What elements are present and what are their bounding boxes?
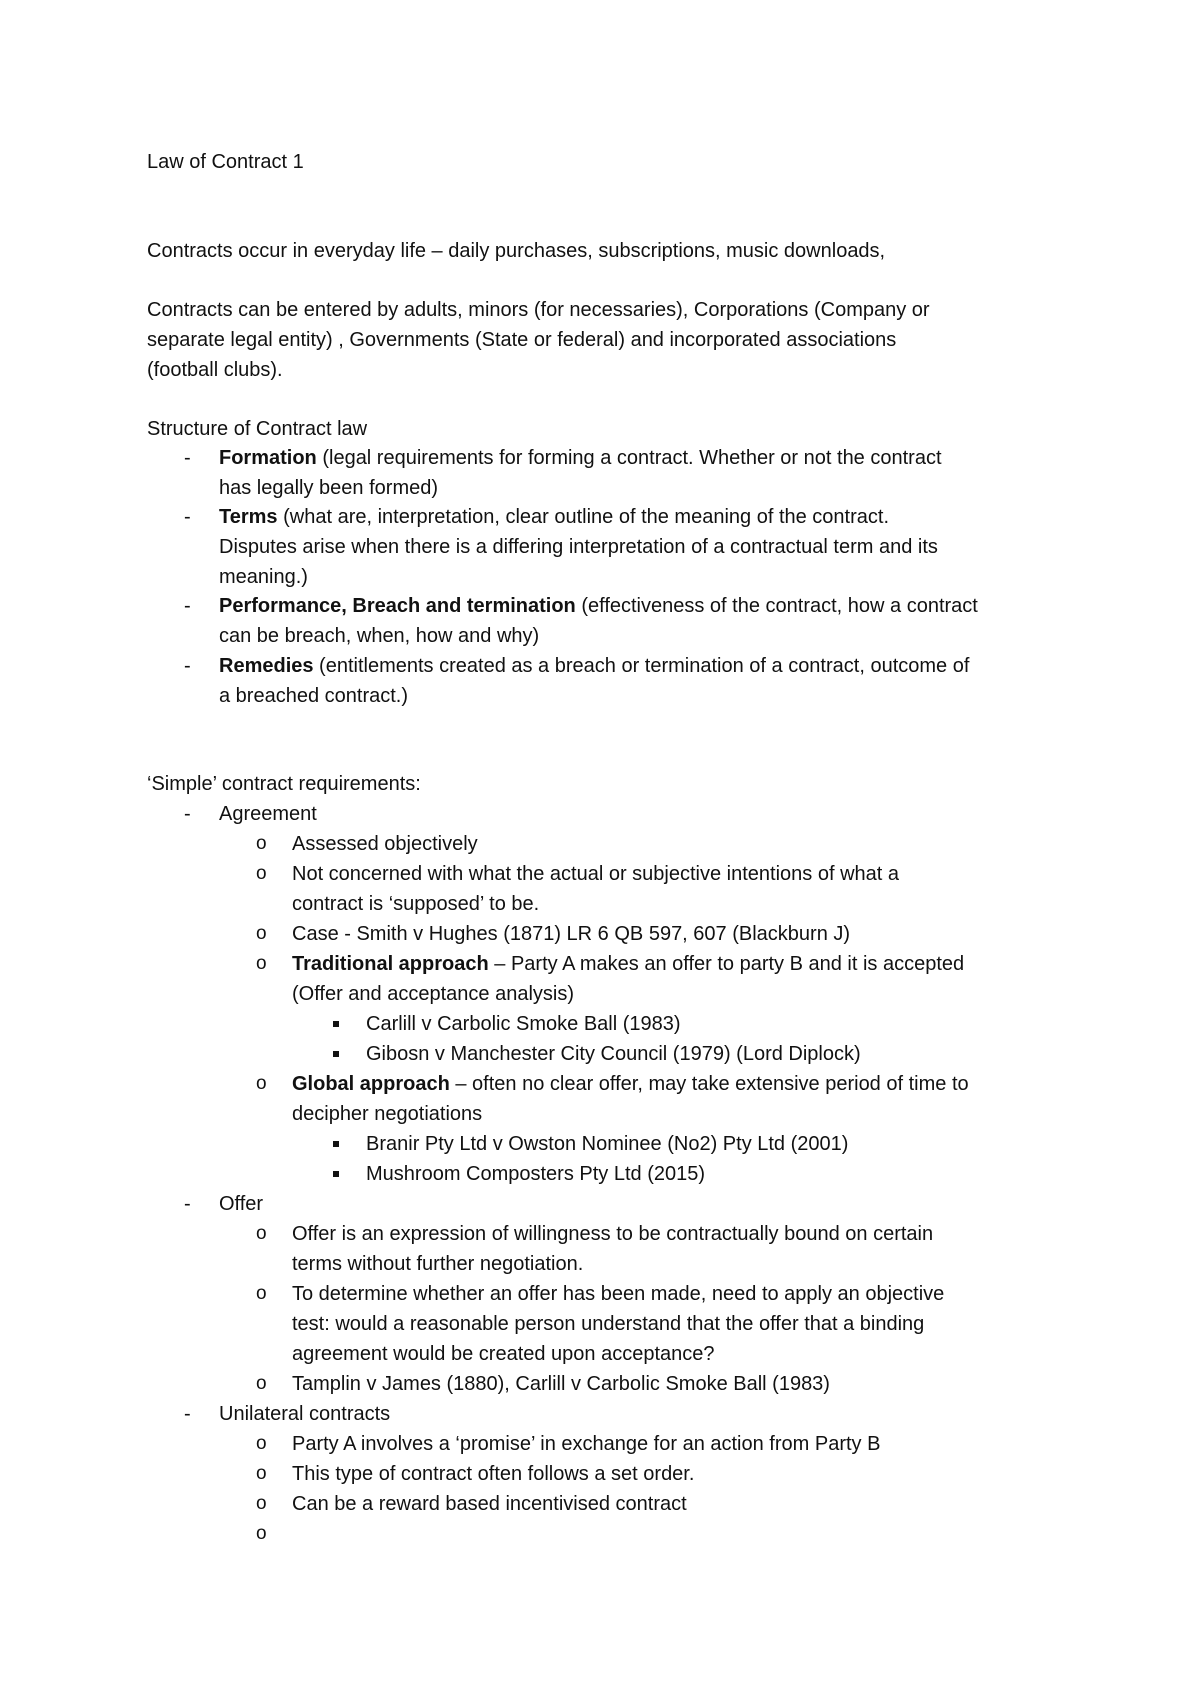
case-item: Branir Pty Ltd v Owston Nominee (No2) Pty Ltd (2001) — [366, 1133, 849, 1155]
intro-paragraph-2-line-1: Contracts can be entered by adults, minors (for necessaries), Corporations (Company or — [147, 299, 930, 321]
agreement-label: Agreement — [219, 803, 317, 825]
structure-item-remedies-cont: a breached contract.) — [219, 685, 408, 707]
square-bullet — [333, 1171, 339, 1177]
agreement-point: Not concerned with what the actual or subjective intentions of what a — [292, 863, 900, 885]
agreement-global — [292, 1070, 969, 1098]
item-text: (what are, interpretation, clear outline of the meaning of the contract. — [277, 506, 890, 528]
circle-bullet: o — [256, 1433, 267, 1454]
dash-bullet: - — [184, 595, 191, 617]
unilateral-label: Unilateral contracts — [219, 1403, 391, 1425]
unilateral-point: Party A involves a ‘promise’ in exchange for an action from Party B — [292, 1433, 881, 1455]
circle-bullet: o — [256, 923, 267, 944]
case-item: Carlill v Carbolic Smoke Ball (1983) — [366, 1013, 681, 1035]
structure-heading: Structure of Contract law — [147, 418, 368, 440]
offer-label: Offer — [219, 1193, 264, 1215]
item-text: (legal requirements for forming a contract. Whether or not the contract — [316, 447, 942, 469]
structure-item-terms-cont: Disputes arise when there is a differing interpretation of a contractual term and its — [219, 536, 938, 558]
offer-point: To determine whether an offer has been made, need to apply an objective — [292, 1283, 945, 1305]
agreement-point: Assessed objectively — [292, 833, 478, 855]
offer-point-cont: terms without further negotiation. — [292, 1253, 584, 1275]
case-item: Gibosn v Manchester City Council (1979) (Lord Diplock) — [366, 1043, 861, 1065]
circle-bullet: o — [256, 953, 267, 974]
circle-bullet: o — [256, 1463, 267, 1484]
offer-point-cont: test: would a reasonable person understand that the offer that a binding — [292, 1313, 925, 1335]
dash-bullet: - — [184, 1193, 191, 1215]
agreement-global-cont: decipher negotiations — [292, 1103, 483, 1125]
offer-point-cont: agreement would be created upon acceptance? — [292, 1343, 715, 1365]
item-bold: Formation — [219, 447, 317, 469]
item-bold: Traditional approach — [292, 953, 489, 975]
dash-bullet: - — [184, 1403, 191, 1425]
intro-paragraph-1: Contracts occur in everyday life – daily purchases, subscriptions, music downloads, — [147, 240, 886, 262]
circle-bullet: o — [256, 1283, 267, 1304]
circle-bullet: o — [256, 1223, 267, 1244]
structure-item-performance — [219, 592, 978, 620]
intro-paragraph-2-line-3: (football clubs). — [147, 359, 283, 381]
item-text: (effectiveness of the contract, how a contract — [575, 595, 978, 617]
dash-bullet: - — [184, 506, 191, 528]
circle-bullet: o — [256, 833, 267, 854]
circle-bullet: o — [256, 1523, 267, 1544]
document-title: Law of Contract 1 — [147, 151, 304, 173]
offer-point: Tamplin v James (1880), Carlill v Carbolic Smoke Ball (1983) — [292, 1373, 830, 1395]
simple-heading: ‘Simple’ contract requirements: — [147, 773, 421, 795]
circle-bullet: o — [256, 1073, 267, 1094]
circle-bullet: o — [256, 863, 267, 884]
square-bullet — [333, 1141, 339, 1147]
square-bullet — [333, 1021, 339, 1027]
agreement-traditional-cont: (Offer and acceptance analysis) — [292, 983, 575, 1005]
structure-item-terms-cont: meaning.) — [219, 566, 308, 588]
dash-bullet: - — [184, 447, 191, 469]
item-text: (entitlements created as a breach or termination of a contract, outcome of — [313, 655, 970, 677]
dash-bullet: - — [184, 803, 191, 825]
circle-bullet: o — [256, 1493, 267, 1514]
unilateral-point: Can be a reward based incentivised contract — [292, 1493, 687, 1515]
item-bold: Terms — [219, 506, 278, 528]
structure-item-formation-cont: has legally been formed) — [219, 477, 439, 499]
item-text: – Party A makes an offer to party B and it is accepted — [488, 953, 965, 975]
item-bold: Remedies — [219, 655, 314, 677]
structure-item-performance-cont: can be breach, when, how and why) — [219, 625, 540, 647]
intro-paragraph-2-line-2: separate legal entity) , Governments (State or federal) and incorporated associations — [147, 329, 897, 351]
case-item: Mushroom Composters Pty Ltd (2015) — [366, 1163, 706, 1185]
item-text: – often no clear offer, may take extensive period of time to — [449, 1073, 969, 1095]
structure-item-remedies — [219, 652, 969, 680]
circle-bullet: o — [256, 1373, 267, 1394]
structure-item-formation — [219, 444, 942, 472]
dash-bullet: - — [184, 655, 191, 677]
agreement-traditional — [292, 950, 964, 978]
agreement-point: Case - Smith v Hughes (1871) LR 6 QB 597, 607 (Blackburn J) — [292, 923, 851, 945]
unilateral-point: This type of contract often follows a set order. — [292, 1463, 695, 1485]
item-bold: Global approach — [292, 1073, 450, 1095]
square-bullet — [333, 1051, 339, 1057]
structure-item-terms — [219, 503, 889, 531]
agreement-point-cont: contract is ‘supposed’ to be. — [292, 893, 540, 915]
offer-point: Offer is an expression of willingness to be contractually bound on certain — [292, 1223, 934, 1245]
item-bold: Performance, Breach and termination — [219, 595, 576, 617]
